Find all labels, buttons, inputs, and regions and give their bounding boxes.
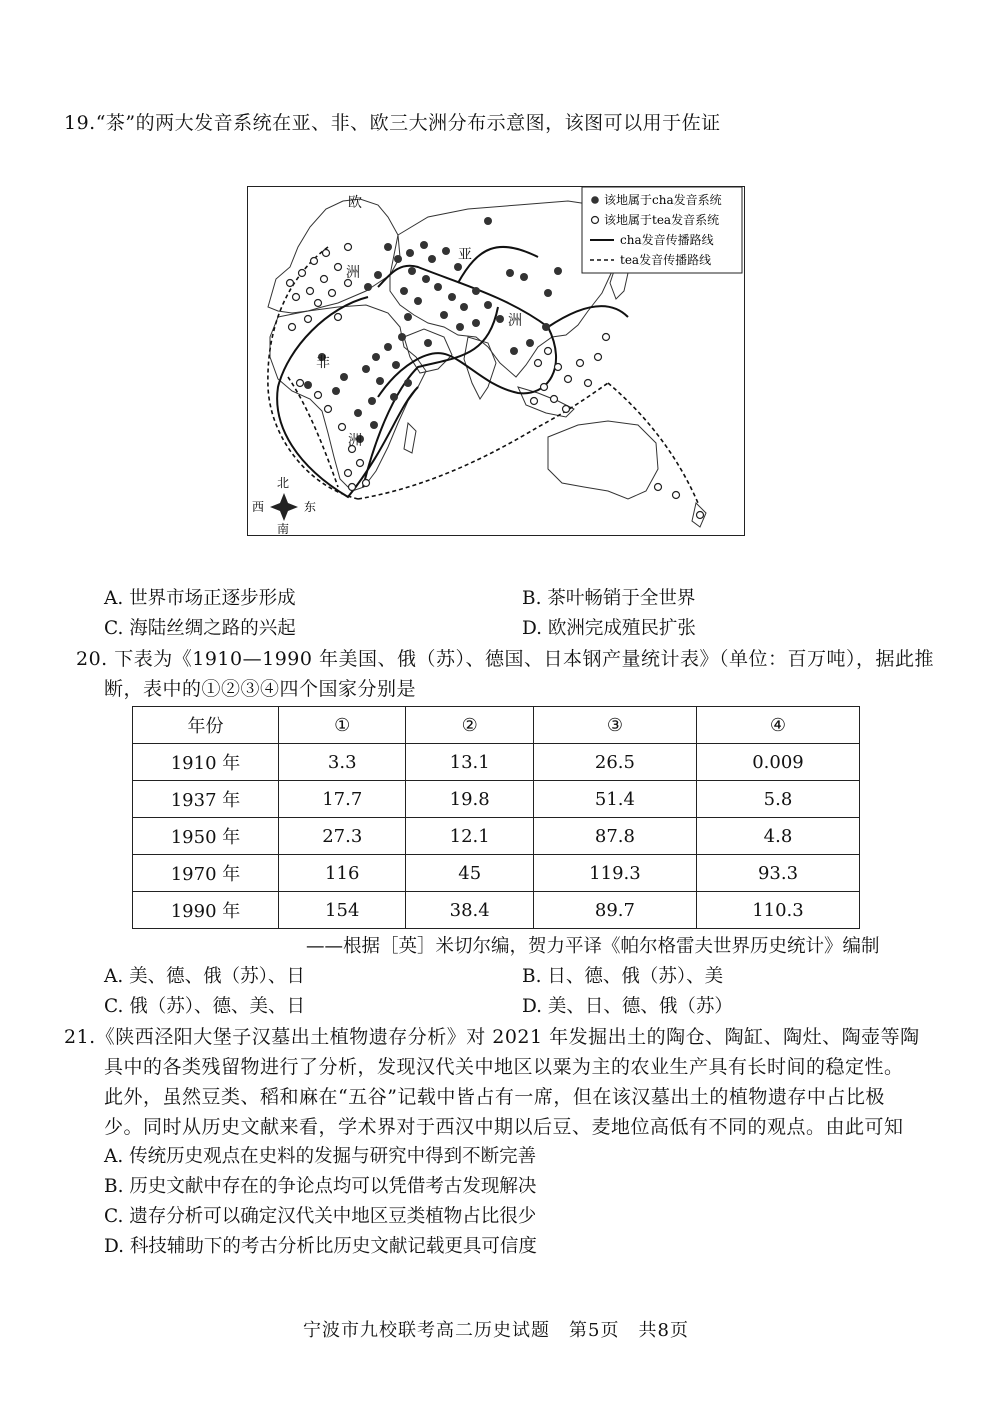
q21-option-d: D. 科技辅助下的考古分析比历史文献记载更具可信度 bbox=[104, 1236, 537, 1257]
table-row bbox=[133, 781, 860, 818]
tea-route-pacific bbox=[608, 383, 698, 503]
compass-north: 北 bbox=[277, 476, 290, 490]
africa-label-2: 洲 bbox=[348, 433, 362, 449]
table-header-cell: ④ bbox=[696, 707, 859, 744]
table-header-cell: 年份 bbox=[133, 707, 279, 744]
map-legend bbox=[582, 187, 742, 273]
table-cell: 27.3 bbox=[279, 818, 406, 855]
legend-cha-route: cha发音传播路线 bbox=[620, 233, 714, 247]
australia-outline bbox=[548, 421, 658, 499]
europe-label-2: 洲 bbox=[346, 265, 360, 281]
arabia-outline bbox=[404, 329, 452, 373]
legend-tea-site: 该地属于tea发音系统 bbox=[604, 213, 720, 227]
table-header-cell: ③ bbox=[533, 707, 696, 744]
tea-site-markers bbox=[287, 244, 704, 519]
q21-stem-line4: 少。同时从历史文献来看，学术界对于西汉中期以后豆、麦地位高低有不同的观点。由此可知 bbox=[104, 1116, 904, 1138]
madagascar-outline bbox=[404, 423, 416, 453]
africa-label: 非 bbox=[316, 355, 330, 371]
table-cell: 87.8 bbox=[533, 818, 696, 855]
asia-label-2: 洲 bbox=[508, 313, 522, 329]
q19-option-d: D. 欧洲完成殖民扩张 bbox=[522, 618, 696, 639]
q21-option-b: B. 历史文献中存在的争论点均可以凭借考古发现解决 bbox=[104, 1176, 537, 1197]
table-cell: 1990 年 bbox=[133, 892, 279, 929]
q20-option-c: C. 俄（苏）、德、美、日 bbox=[104, 996, 306, 1017]
table-cell: 4.8 bbox=[696, 818, 859, 855]
table-cell: 110.3 bbox=[696, 892, 859, 929]
table-cell: 93.3 bbox=[696, 855, 859, 892]
table-cell: 51.4 bbox=[533, 781, 696, 818]
table-cell: 12.1 bbox=[406, 818, 533, 855]
q19-option-c: C. 海陆丝绸之路的兴起 bbox=[104, 618, 296, 639]
table-header-row bbox=[133, 707, 860, 744]
q20-option-d: D. 美、日、德、俄（苏） bbox=[522, 996, 733, 1017]
q19-stem: 19.“茶”的两大发音系统在亚、非、欧三大洲分布示意图，该图可以用于佐证 bbox=[64, 112, 721, 134]
table-cell: 1970 年 bbox=[133, 855, 279, 892]
table-row bbox=[133, 744, 860, 781]
q21-stem-line1: 21.《陕西泾阳大堡子汉墓出土植物遗存分析》对 2021 年发掘出土的陶仓、陶缸、陶灶、陶壶等陶 bbox=[64, 1026, 920, 1048]
table-cell: 17.7 bbox=[279, 781, 406, 818]
q20-option-a: A. 美、德、俄（苏）、日 bbox=[104, 966, 305, 987]
europe-label: 欧 bbox=[348, 195, 362, 211]
q20-stem-line1: 20. 下表为《1910—1990 年美国、俄（苏）、德国、日本钢产量统计表》（单位：百万吨），据此推 bbox=[76, 648, 935, 670]
table-cell: 116 bbox=[279, 855, 406, 892]
table-cell: 1950 年 bbox=[133, 818, 279, 855]
table-cell: 154 bbox=[279, 892, 406, 929]
asia-label: 亚 bbox=[458, 247, 472, 263]
q21-stem-line3: 此外，虽然豆类、稻和麻在“五谷”记载中皆占有一席，但在该汉墓出土的植物遗存中占比极 bbox=[104, 1086, 885, 1108]
table-cell: 5.8 bbox=[696, 781, 859, 818]
table-cell: 13.1 bbox=[406, 744, 533, 781]
q21-option-a: A. 传统历史观点在史料的发掘与研究中得到不断完善 bbox=[104, 1146, 537, 1167]
table-cell: 3.3 bbox=[279, 744, 406, 781]
compass-south: 南 bbox=[277, 522, 290, 534]
table-cell: 1910 年 bbox=[133, 744, 279, 781]
q20-stem-line2: 断，表中的①②③④四个国家分别是 bbox=[104, 678, 417, 700]
table-cell: 119.3 bbox=[533, 855, 696, 892]
table-cell: 1937 年 bbox=[133, 781, 279, 818]
q20-option-b: B. 日、德、俄（苏）、美 bbox=[522, 966, 724, 987]
q19-option-b: B. 茶叶畅销于全世界 bbox=[522, 588, 696, 609]
table-row bbox=[133, 818, 860, 855]
steel-production-table bbox=[132, 706, 860, 929]
table-cell: 45 bbox=[406, 855, 533, 892]
cha-route-japan bbox=[548, 306, 628, 327]
table-cell: 19.8 bbox=[406, 781, 533, 818]
q20-table-source: ——根据［英］米切尔编，贺力平译《帕尔格雷夫世界历史统计》编制 bbox=[306, 936, 880, 957]
tea-pronunciation-map bbox=[247, 186, 745, 536]
page-footer: 宁波市九校联考高二历史试题 第5页 共8页 bbox=[303, 1320, 689, 1341]
table-cell: 38.4 bbox=[406, 892, 533, 929]
q19-option-a: A. 世界市场正逐步形成 bbox=[104, 588, 296, 609]
table-cell: 89.7 bbox=[533, 892, 696, 929]
legend-cha-site: 该地属于cha发音系统 bbox=[604, 193, 722, 207]
table-cell: 0.009 bbox=[696, 744, 859, 781]
q21-option-c: C. 遗存分析可以确定汉代关中地区豆类植物占比很少 bbox=[104, 1206, 537, 1227]
compass-east: 东 bbox=[304, 500, 317, 514]
table-cell: 26.5 bbox=[533, 744, 696, 781]
table-row bbox=[133, 892, 860, 929]
q21-stem-line2: 具中的各类残留物进行了分析，发现汉代关中地区以粟为主的农业生产具有长时间的稳定性。 bbox=[104, 1056, 904, 1078]
table-header-cell: ① bbox=[279, 707, 406, 744]
table-row bbox=[133, 855, 860, 892]
legend-tea-route: tea发音传播路线 bbox=[620, 253, 712, 267]
africa-outline bbox=[270, 305, 426, 491]
compass-rose bbox=[252, 476, 316, 534]
compass-west: 西 bbox=[252, 500, 265, 514]
table-header-cell: ② bbox=[406, 707, 533, 744]
